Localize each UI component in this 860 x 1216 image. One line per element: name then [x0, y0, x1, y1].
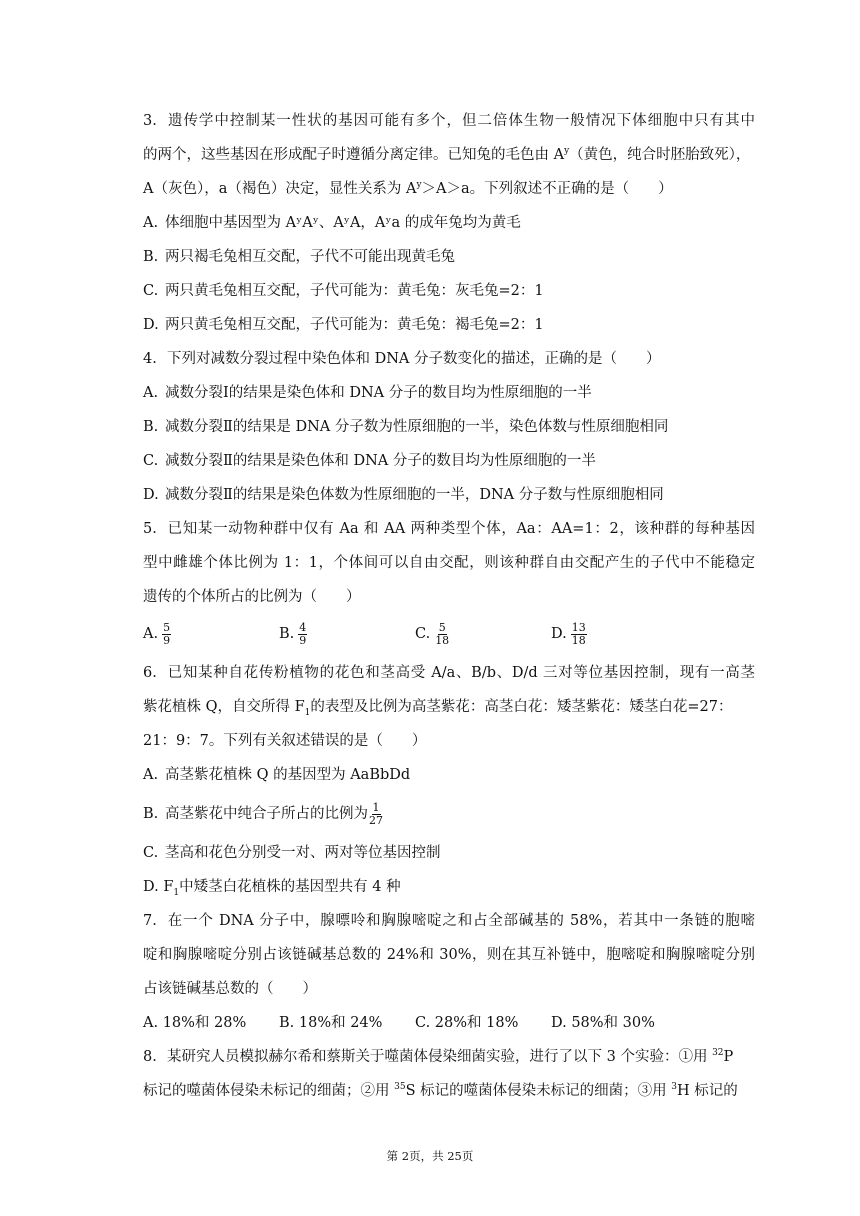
q3-stem-line-3: A（灰色），a（褐色）决定，显性关系为 $A^y>A>a$。下列叙述不正确的是（ ） — [143, 180, 673, 197]
q7-options — [143, 1006, 755, 1040]
q5-stem-line-1: 5. 已知某一动物种群中仅有 Aa 和 AA 两种类型个体，Aa：AA=1：2，该种群的每种基因 — [143, 512, 755, 546]
q7-option-d: D. 58%和 30% — [551, 1015, 655, 1031]
q5-stem-line-3: 遗传的个体所占的比例为（ ） — [143, 589, 361, 605]
q4-stem: 4. 下列对减数分裂过程中染色体和 DNA 分子数变化的描述，正确的是（ ） — [143, 342, 755, 376]
q8-stem-line-2: 标记的噬菌体侵染未标记的细菌；②用 $^{35}$S 标记的噬菌体侵染未标记的细菌；③用 $^3$H 标记的 — [143, 1082, 738, 1099]
q3-stem-line-1: 3. 遗传学中控制某一性状的基因可能有多个，但二倍体生物一般情况下体细胞中只有其中 — [143, 104, 755, 138]
question-5 — [143, 512, 755, 654]
q3-option-d: D. 两只黄毛兔相互交配，子代可能为：黄毛兔：褐毛兔=2：1 — [143, 317, 544, 333]
q5-stem-line-2: 型中雌雄个体比例为 1：1，个体间可以自由交配，则该种群自由交配产生的子代中不能稳定 — [143, 555, 755, 571]
fraction: $\frac{5}{18}$ — [435, 620, 450, 647]
q7-option-a: A. 18%和 28% — [143, 1015, 247, 1031]
q3-option-c: C. 两只黄毛兔相互交配，子代可能为：黄毛兔：灰毛兔=2：1 — [143, 283, 544, 299]
q6-option-c: C. 茎高和花色分别受一对、两对等位基因控制 — [143, 845, 441, 861]
q4-option-b: B. 减数分裂Ⅱ的结果是 DNA 分子数为性原细胞的一半，染色体数与性原细胞相同 — [143, 419, 669, 435]
q7-stem-line-3: 占该链碱基总数的（ ） — [143, 981, 317, 997]
fraction: $\frac{13}{18}$ — [571, 620, 586, 647]
q7-stem-line-2: 啶和胸腺嘧啶分别占该链碱基总数的 24%和 30%，则在其互补链中，胞嘧啶和胸腺嘧啶分别 — [143, 947, 755, 963]
question-number: 7. — [143, 913, 157, 929]
q3-stem-line-2: 的两个，这些基因在形成配子时遵循分离定律。已知兔的毛色由 $A^y$（黄色，纯合时胚胎致死）， — [143, 146, 751, 163]
q5-option-d: D. $\frac{13}{18}$ — [551, 620, 586, 647]
question-7 — [143, 904, 755, 1040]
q4-option-d: D. 减数分裂Ⅱ的结果是染色体数为性原细胞的一半，DNA 分子数与性原细胞相同 — [143, 487, 664, 503]
q3-option-a: A. 体细胞中基因型为 AʸAʸ、AʸA，Aʸa 的成年兔均为黄毛 — [143, 215, 521, 231]
question-number: 6. — [143, 665, 157, 681]
fraction: $\frac{5}{9}$ — [163, 620, 171, 647]
question-number: 8. — [143, 1049, 157, 1065]
q5-option-c: C. $\frac{5}{18}$ — [415, 620, 450, 647]
q8-stem-line-1: 8. 某研究人员模拟赫尔希和蔡斯关于噬菌体侵染细菌实验，进行了以下 3 个实验：①用 $^{32}$P — [143, 1040, 755, 1074]
question-4 — [143, 342, 755, 512]
q6-option-a: A. 高茎紫花植株 Q 的基因型为 AaBbDd — [143, 767, 411, 783]
q3-option-b: B. 两只褐毛兔相互交配，子代不可能出现黄毛兔 — [143, 249, 455, 265]
q6-option-d: D. $F_1$中矮茎白花植株的基因型共有 4 种 — [143, 879, 401, 898]
question-6 — [143, 656, 755, 904]
question-3 — [143, 104, 755, 342]
question-number: 5. — [143, 521, 157, 537]
q4-option-a: A. 减数分裂Ⅰ的结果是染色体和 DNA 分子的数目均为性原细胞的一半 — [143, 385, 592, 401]
fraction: $\frac{1}{27}$ — [369, 800, 383, 827]
q6-stem-line-3: 21：9：7。下列有关叙述错误的是（ ） — [143, 733, 427, 749]
page-footer: 第 2页，共 25页 — [386, 1149, 474, 1163]
q7-option-c: C. 28%和 18% — [415, 1015, 519, 1031]
fraction: $\frac{4}{9}$ — [299, 620, 307, 647]
q5-options — [143, 614, 755, 654]
q6-option-b: B. 高茎紫花中纯合子所占的比例为 $\frac{1}{27}$ — [143, 800, 383, 827]
q6-stem-line-2: 紫花植株 Q，自交所得 $F_1$的表型及比例为高茎紫花：高茎白花：矮茎紫花：矮茎白花=27： — [143, 699, 733, 718]
q7-stem-line-1: 7. 在一个 DNA 分子中，腺嘌呤和胸腺嘧啶之和占全部碱基的 58%，若其中一条链的胞嘧 — [143, 904, 755, 938]
q4-option-c: C. 减数分裂Ⅱ的结果是染色体和 DNA 分子的数目均为性原细胞的一半 — [143, 453, 596, 469]
question-8 — [143, 1040, 755, 1108]
q5-option-b: B. $\frac{4}{9}$ — [279, 620, 307, 647]
q5-option-a: A. $\frac{5}{9}$ — [143, 620, 171, 647]
q7-option-b: B. 18%和 24% — [279, 1015, 383, 1031]
q6-stem-line-1: 6. 已知某种自花传粉植物的花色和茎高受 A/a、B/b、D/d 三对等位基因控制，现有一高茎 — [143, 656, 755, 690]
question-number: 3. — [143, 113, 157, 129]
question-number: 4. — [143, 351, 157, 367]
